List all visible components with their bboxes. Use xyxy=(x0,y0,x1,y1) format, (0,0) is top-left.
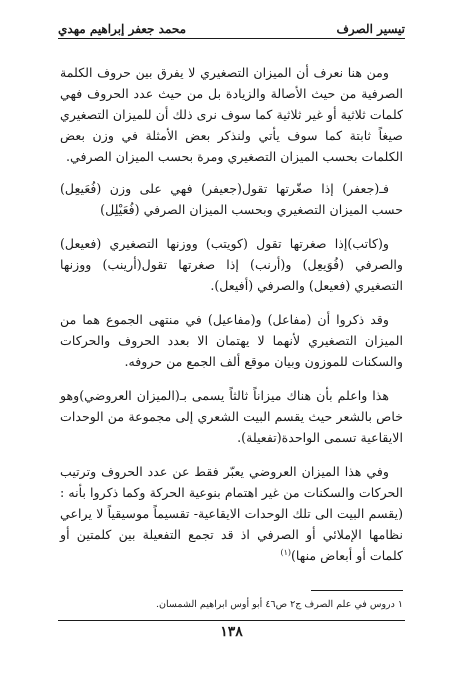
footer-rule xyxy=(58,620,405,621)
header-book-title: تيسير الصرف xyxy=(336,22,405,36)
page-number: ١٣٨ xyxy=(220,624,243,640)
running-header xyxy=(58,14,405,36)
paragraph-4: وقد ذكروا أن (مفاعل) و(مفاعيل) في منتهى الجموع هما من الميزان التصغيري لأنهما لا يهتمان الا بعدد الحروف والحركات والسكنات للموزون وبيان موقع ألف الجمع من حروفه. xyxy=(60,312,403,369)
header-rule xyxy=(58,38,405,39)
footnote-marker: (١) xyxy=(280,547,292,557)
paragraph-5: هذا واعلم بأن هناك ميزاناً ثالثاً يسمى بـ(الميزان العروضي)وهو خاص بالشعر حيث يقسم البيت الشعري إلى مجموعة من الوحدات الايقاعية تسمى الواحدة(تفعيلة). xyxy=(60,388,403,445)
paragraph-6-text: وفي هذا الميزان العروضي يعبّر فقط عن عدد الحروف وترتيب الحركات والسكنات من غير اهتمام بنوعية الحركة وكما ذكروا بأنه : (يقسم البيت الى تلك الوحدات الايقاعية- تقسيماً موسيقياً لا يراعي نظامها الإملائي أو الصرفي اذ قد تجمع التفعيلة بين كلمتين أو كلمات أو أبعاض منها) xyxy=(60,464,403,563)
header-author: محمد جعفر إبراهيم مهدي xyxy=(58,22,187,36)
footnote-text: ١ دروس في علم الصرف ج٢ ص٤٦ أبو أوس ابراهيم الشمسان. xyxy=(156,599,403,610)
body-text xyxy=(60,62,403,577)
paragraph-6 xyxy=(60,461,403,566)
paragraph-2: فـ(جعفر) إذا صغّرتها تقول(جعيفر) فهي على وزن (فُعَيعِل) حسب الميزان التصغيري وبحسب الميزان الصرفي (فُعَيْلِل) xyxy=(60,181,403,217)
paragraph-3: و(كاتب)إذا صغرتها تقول (كويتب) ووزنها التصغيري (فعيعل) والصرفي (فُوَيعِل) و(أرنب) إذا صغرتها تقول(أرينب) ووزنها التصغيري (فعيعل) والصرفي (أفيعل). xyxy=(60,236,403,293)
paragraph-1: ومن هنا نعرف أن الميزان التصغيري لا يفرق بين حروف الكلمة الصرفية من حيث الأصالة والزيادة بل من حيث عدد الحروف فهي كلمات ثلاثية أو غير ثلاثية كما سوف نرى ذلك أن للميزان التصغيري صيغاً ثابتة كما سوف يأتي ولنذكر بعض الأمثلة في وزن بعض الكلمات بحسب الميزان التصغيري ومرة بحسب الميزان الصرفي. xyxy=(60,65,403,164)
footnote-rule xyxy=(311,590,403,591)
